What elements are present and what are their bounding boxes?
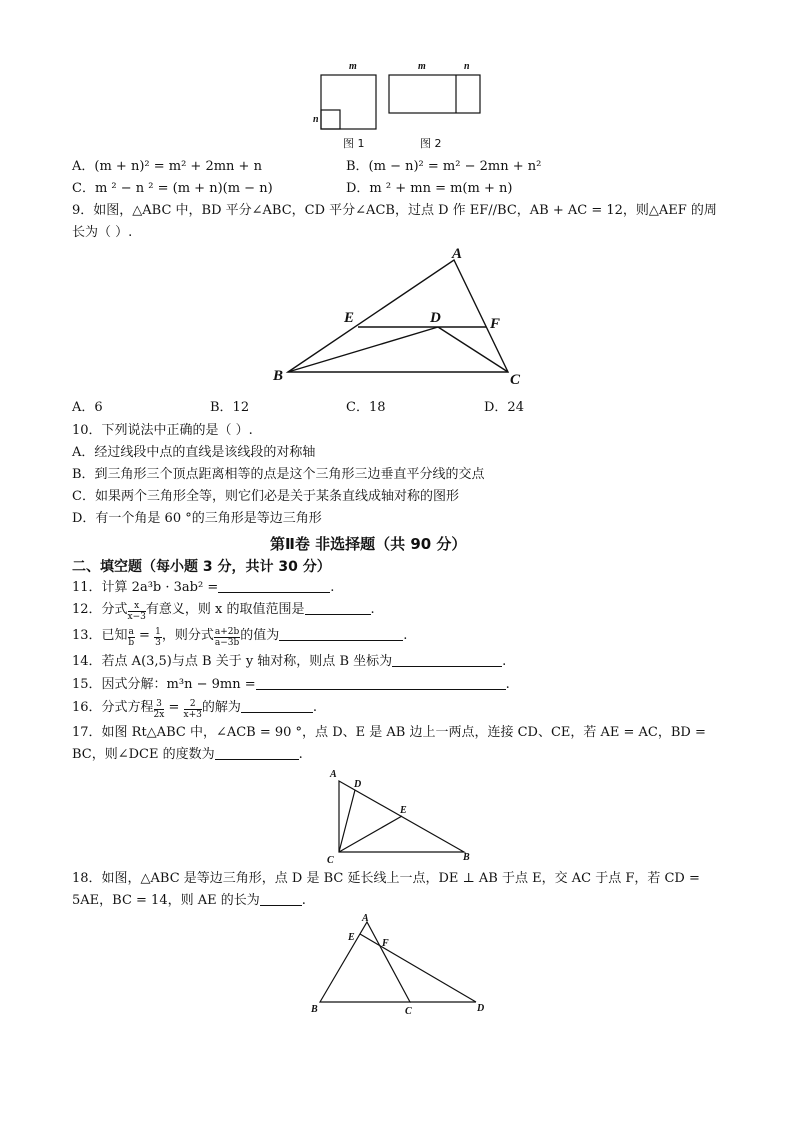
- q18-label-b: B: [311, 1004, 318, 1015]
- q11: [72, 578, 334, 598]
- q9-stem-line1: 9．如图，△ABC 中，BD 平分∠ABC，CD 平分∠ACB，过点 D 作 EF//BC，AB + AC = 12，则△AEF 的周: [72, 203, 717, 218]
- q12-denominator: x−3: [127, 612, 146, 622]
- q9-label-a: A: [452, 246, 463, 262]
- q10-option-c: C．如果两个三角形全等，则它们必是关于某条直线成轴对称的图形: [72, 489, 459, 504]
- q17-label-e: E: [400, 805, 407, 816]
- q16-equals: =: [164, 700, 184, 715]
- q9-option-a: A．6: [72, 400, 103, 415]
- q13-frac2-num: 1: [155, 627, 161, 637]
- q13-frac1-den: b: [128, 638, 135, 648]
- q9-option-d: D．24: [484, 400, 524, 415]
- q14-text: 14．若点 A(3,5)与点 B 关于 y 轴对称，则点 B 坐标为: [72, 654, 393, 669]
- q14-answer-blank[interactable]: [392, 653, 502, 667]
- q18-label-e: E: [348, 932, 355, 943]
- q16-period: .: [312, 700, 318, 715]
- q13: [72, 626, 407, 648]
- q16-frac1-den: 2x: [153, 710, 165, 720]
- fig1-caption: 图 1: [343, 137, 365, 150]
- q12: [72, 600, 375, 622]
- q15-period: .: [505, 677, 510, 692]
- q9-option-c: C．18: [346, 400, 386, 415]
- q9-label-b: B: [273, 368, 284, 384]
- q16-frac2-den: x+3: [183, 710, 202, 720]
- q17-text: BC，则∠DCE 的度数为: [72, 747, 215, 762]
- q18-stem-line2: [72, 891, 306, 911]
- q13-equals: =: [134, 628, 155, 643]
- q13-frac2-den: 3: [155, 638, 161, 648]
- q9-stem-line2: 长为（ ）.: [72, 225, 133, 240]
- q18-text: 5AE，BC = 14，则 AE 的长为: [72, 893, 260, 908]
- q18-triangle-abc: [320, 922, 410, 1002]
- q16-fraction-left: [154, 699, 165, 720]
- fig1-label-n: n: [313, 114, 319, 125]
- q13-fraction-ab: [128, 627, 135, 648]
- q11-period: .: [330, 580, 335, 595]
- q13-text-pre: 13．已知: [72, 628, 128, 643]
- q15: [72, 675, 510, 695]
- q9-label-e: E: [344, 310, 355, 326]
- q8-option-a: A．(m + n)² = m² + 2mn + n: [72, 159, 262, 174]
- q17-answer-blank[interactable]: [215, 746, 299, 760]
- q9-label-f: F: [490, 316, 501, 332]
- figure-q18: [300, 910, 500, 1020]
- q17-label-d: D: [354, 779, 362, 790]
- q16-answer-blank[interactable]: [241, 699, 313, 713]
- q13-text-mid: ，则分式: [161, 628, 214, 643]
- q18-answer-blank[interactable]: [260, 892, 302, 906]
- part2-heading: 第Ⅱ卷 非选择题（共 90 分）: [270, 535, 467, 553]
- q13-period: .: [403, 628, 408, 643]
- q13-frac3-num: a+2b: [214, 627, 240, 637]
- q17-line-cd: [339, 790, 355, 852]
- q17-label-b: B: [463, 852, 470, 863]
- q17-line-ce: [339, 816, 402, 852]
- q12-period: .: [370, 602, 375, 617]
- figure-q17: [322, 765, 482, 865]
- q18-label-f: F: [382, 938, 389, 949]
- q15-answer-blank[interactable]: [256, 676, 506, 690]
- q14-period: .: [502, 654, 507, 669]
- q13-text-post: 的值为: [240, 628, 280, 643]
- q17-label-c: C: [327, 855, 334, 865]
- q10-option-d: D．有一个角是 60 °的三角形是等边三角形: [72, 511, 322, 526]
- q16-frac2-num: 2: [184, 699, 202, 710]
- fig2-label-m: m: [418, 61, 426, 72]
- fig2-rect: [389, 75, 480, 113]
- figure-q9: [268, 240, 538, 390]
- q18-label-a: A: [362, 913, 369, 924]
- figure-q8: [300, 55, 500, 155]
- q12-text-pre: 12．分式: [72, 602, 128, 617]
- q10-stem: 10．下列说法中正确的是（ ）.: [72, 423, 253, 438]
- q16-text-mid: 的解为: [201, 700, 241, 715]
- q8-option-c: C．m ² − n ² = (m + n)(m − n): [72, 181, 273, 196]
- q18-label-c: C: [405, 1006, 412, 1017]
- q12-answer-blank[interactable]: [305, 601, 371, 615]
- q17-stem-line2: [72, 745, 303, 765]
- q16-frac1-num: 3: [154, 699, 165, 710]
- q10-option-a: A．经过线段中点的直线是该线段的对称轴: [72, 445, 316, 460]
- q16-text-pre: 16．分式方程: [72, 700, 154, 715]
- q16-fraction-right: [184, 699, 202, 720]
- fig2-caption: 图 2: [420, 137, 442, 150]
- q12-text-mid: 有意义，则 x 的取值范围是: [145, 602, 305, 617]
- q13-fraction-expr: [214, 627, 240, 648]
- q17-stem-line1: 17．如图 Rt△ABC 中，∠ACB = 90 °，点 D、E 是 AB 边上一两点，连接 CD、CE，若 AE = AC，BD =: [72, 725, 706, 740]
- q17-period: .: [298, 747, 303, 762]
- q9-label-d: D: [430, 310, 441, 326]
- q10-option-b: B．到三角形三个顶点距离相等的点是这个三角形三边垂直平分线的交点: [72, 467, 485, 482]
- q13-fraction-one-third: [154, 627, 162, 648]
- fig2-label-n: n: [464, 61, 470, 72]
- q8-option-d: D．m ² + mn = m(m + n): [346, 181, 513, 196]
- q16: [72, 698, 317, 720]
- q11-text: 11．计算 2a³b · 3ab² =: [72, 580, 219, 595]
- q13-frac1-num: a: [128, 627, 134, 637]
- fig1-small-square: [321, 110, 340, 129]
- q12-fraction: [128, 601, 146, 622]
- q15-text: 15．因式分解：m³n − 9mn =: [72, 677, 256, 692]
- q14: [72, 652, 506, 672]
- q11-answer-blank[interactable]: [218, 579, 330, 593]
- q18-label-d: D: [477, 1003, 485, 1014]
- q9-line-bd: [288, 327, 438, 372]
- q9-triangle-abc: [288, 260, 508, 372]
- q9-option-b: B．12: [210, 400, 250, 415]
- q18-period: .: [301, 893, 306, 908]
- q17-label-a: A: [330, 769, 337, 780]
- q18-stem-line1: 18．如图，△ABC 是等边三角形，点 D 是 BC 延长线上一点，DE ⊥ AB 于点 E，交 AC 于点 F，若 CD =: [72, 871, 700, 886]
- fig1-square: [321, 75, 376, 129]
- q9-label-c: C: [510, 372, 521, 388]
- section2-heading: 二、填空题（每小题 3 分，共计 30 分）: [72, 559, 331, 575]
- q12-numerator: x: [128, 601, 146, 612]
- fig1-label-m: m: [349, 61, 357, 72]
- q18-line-de: [360, 934, 476, 1002]
- q8-option-b: B．(m − n)² = m² − 2mn + n²: [346, 159, 542, 174]
- q13-answer-blank[interactable]: [279, 627, 403, 641]
- q13-frac3-den: a−3b: [214, 638, 240, 648]
